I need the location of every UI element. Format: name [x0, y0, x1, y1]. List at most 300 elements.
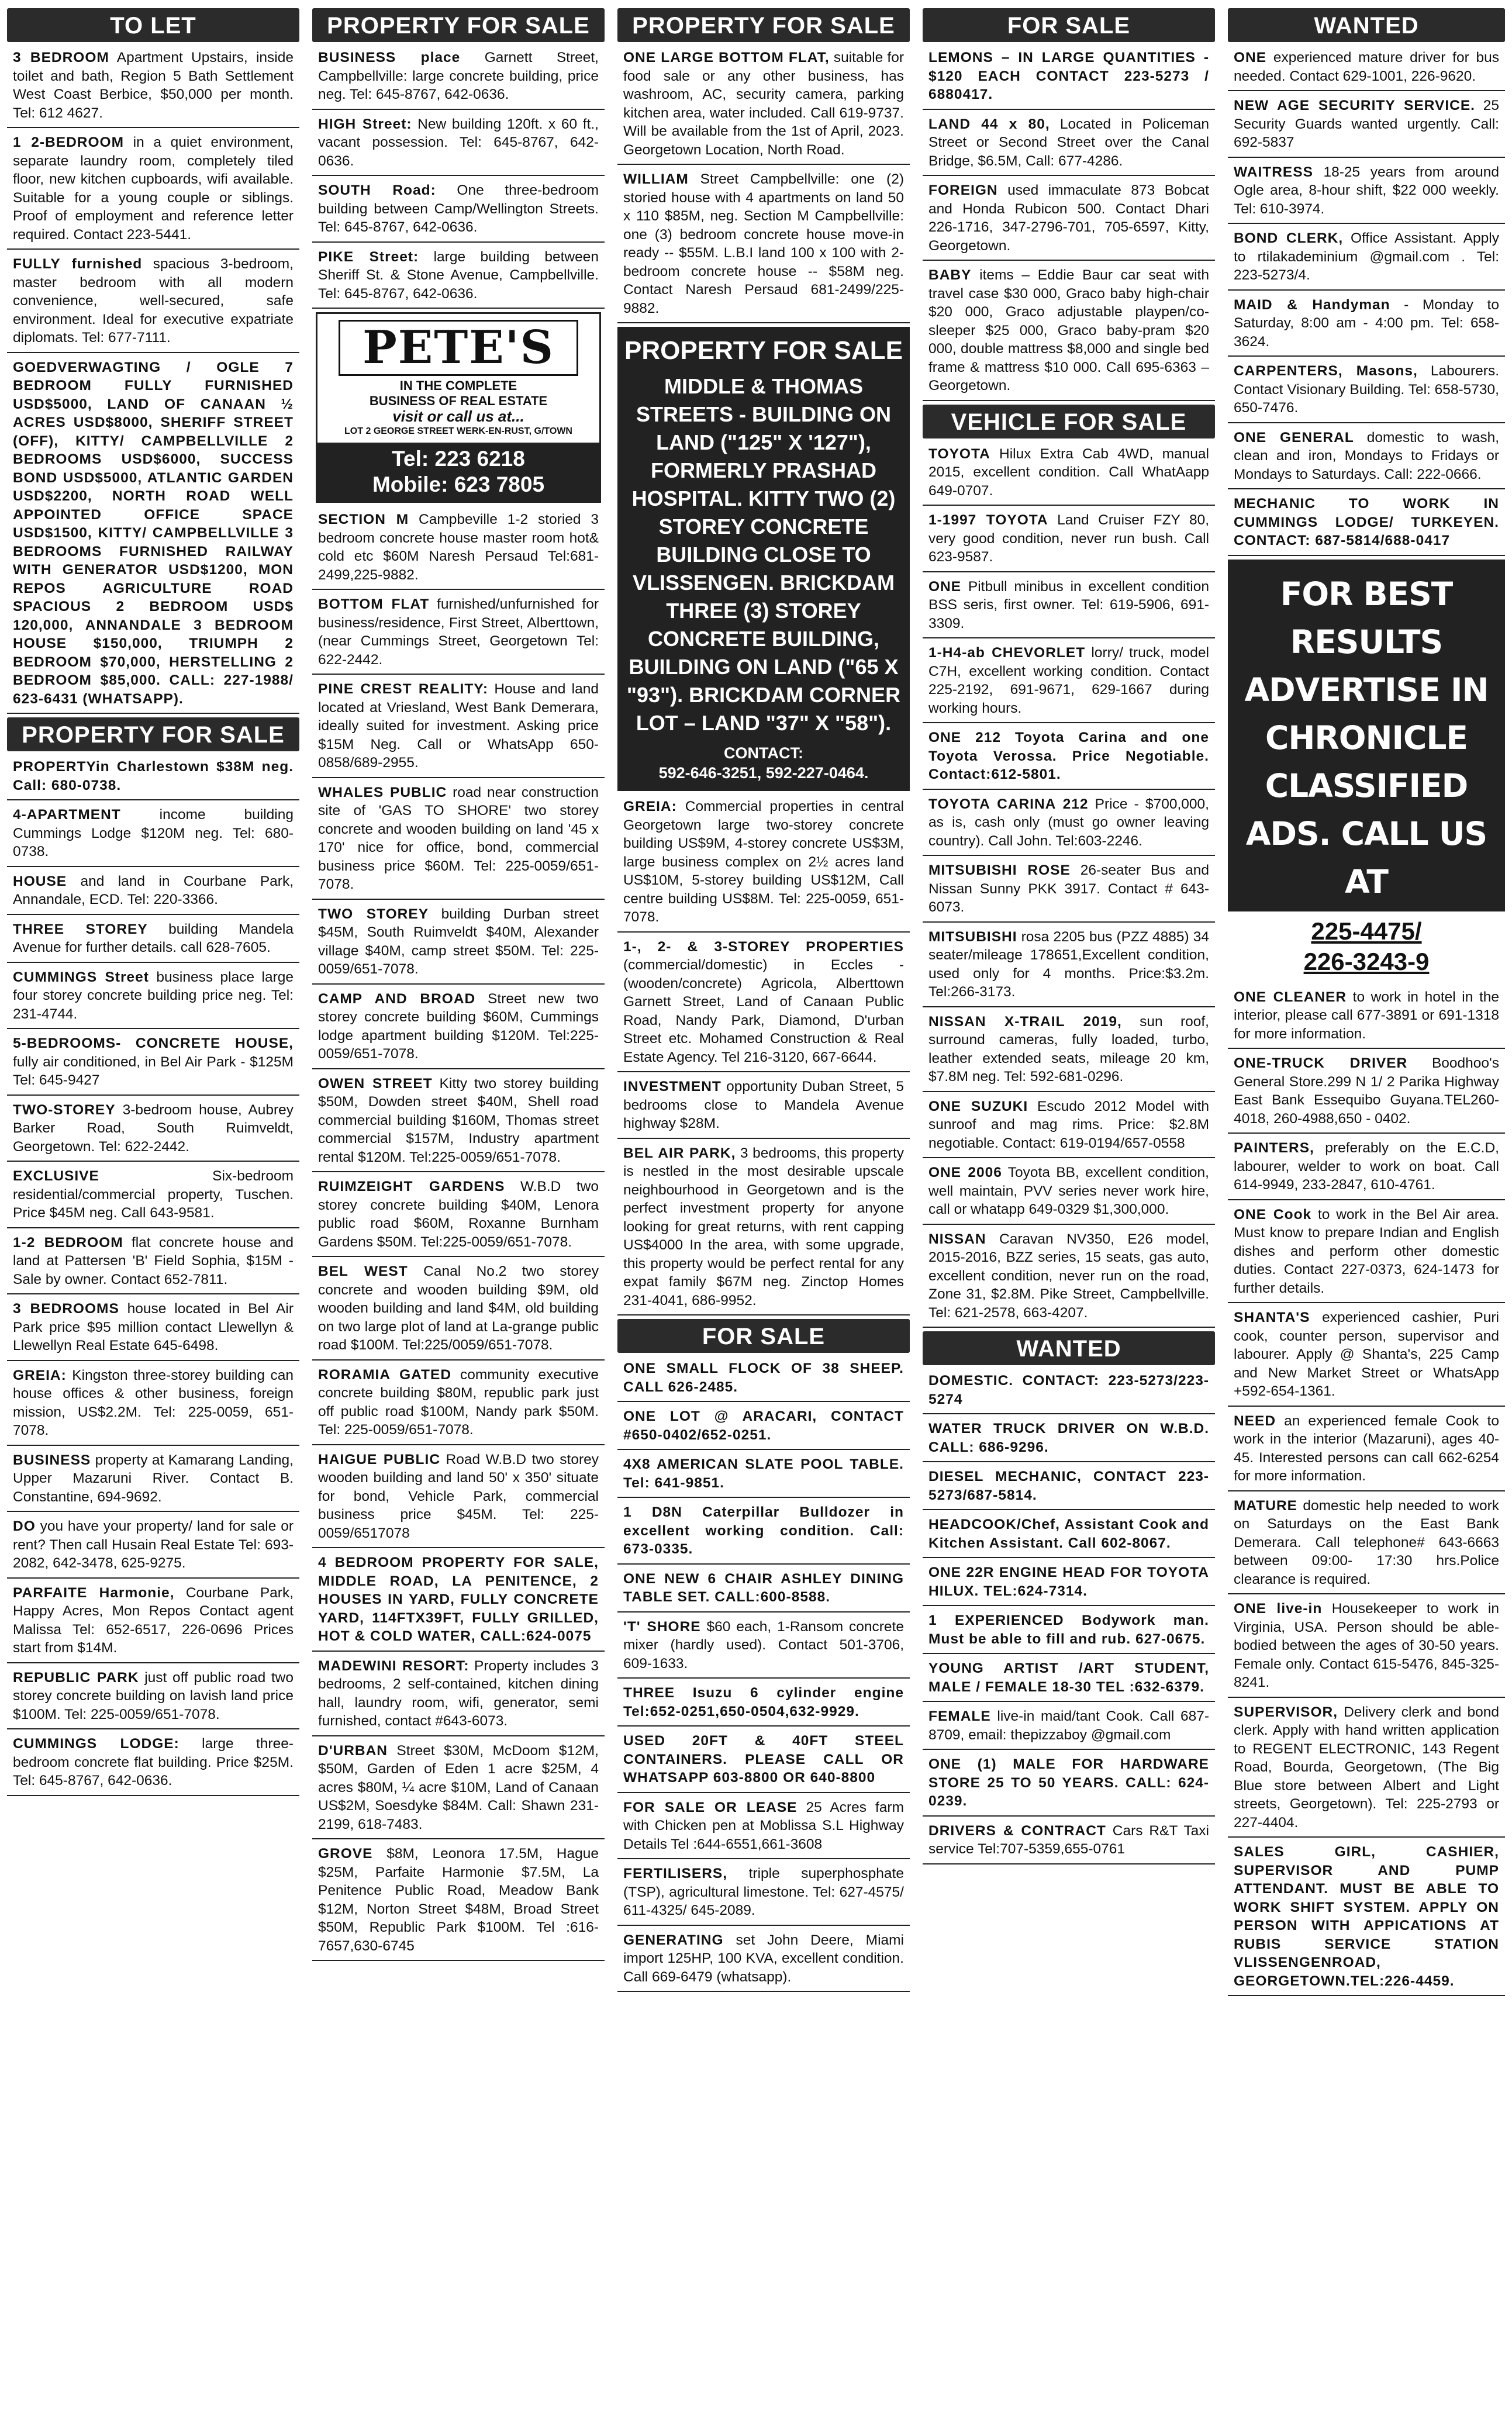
best-results-phones: [1228, 911, 1505, 982]
classified-ad: [923, 179, 1215, 261]
ad-lead: FOREIGN: [928, 182, 998, 198]
chronicle-classifieds-promo: [1228, 560, 1505, 982]
ad-lead: FOR SALE OR LEASE: [623, 1799, 798, 1815]
ad-body: Street Campbellville: one (2) storied house with 4 apartments on land 50 x 110 $85M, neg. Section M Campbellville: one (3) bedroom concrete house move-in ready -- $55M. L.B.I land 100 x 100 with 2- bedroom concrete house -- $58M neg. Contact Naresh Persaud 681-2499/225-9882.: [623, 171, 904, 316]
classified-ad: [617, 1453, 910, 1498]
ad-lead: DOMESTIC. CONTACT: 223-5273/223-5274: [928, 1373, 1209, 1407]
ad-lead: CUMMINGS LODGE:: [13, 1736, 179, 1752]
ad-list: [312, 47, 605, 309]
ad-body: Cars R&T Taxi service Tel:707-5359,655-0761: [928, 1822, 1209, 1857]
ad-body: Price - $700,000, as is, cash only (must go owner leaving country). Call John. Tel:603-2246.: [928, 796, 1209, 849]
ad-lead: WATER TRUCK DRIVER ON W.B.D. CALL: 686-9296.: [928, 1421, 1209, 1455]
classified-ad: [923, 1610, 1215, 1654]
ad-body: Road W.B.D two storey wooden building and land 50' x 350' situate for bond, Vehicle Park, commercial business price $45M. Tel: 225-0059/6517078: [318, 1451, 599, 1541]
ad-lead: HEADCOOK/Chef, Assistant Cook and Kitchen Assistant. Call 602-8067.: [928, 1517, 1209, 1551]
ad-lead: MATURE: [1234, 1497, 1297, 1514]
ad-lead: LAND 44 x 80,: [928, 116, 1050, 132]
ad-list: [617, 1358, 910, 1992]
classified-ad: [312, 1449, 605, 1549]
ad-body: building Mandela Avenue for further details. call 628-7605.: [13, 921, 294, 955]
ad-body: an experienced female Cook to work in the interior (Mazaruni), ages 40-45. Interested persons can call 662-6254 for more information.: [1234, 1413, 1499, 1484]
ad-lead: ONE (1) MALE FOR HARDWARE STORE 25 TO 50 YEARS. CALL: 624-0239.: [928, 1756, 1209, 1809]
best-results-text: FOR BEST RESULTS ADVERTISE IN CHRONICLE CLASSIFIED ADS. CALL US AT: [1244, 575, 1489, 900]
classified-ad: [1228, 294, 1505, 357]
ad-lead: HAIGUE PUBLIC: [318, 1451, 441, 1468]
ad-lead: CAMP AND BROAD: [318, 990, 476, 1007]
promo-contact: 592-646-3251, 592-227-0464.: [658, 764, 869, 782]
petes-phones: [317, 443, 599, 501]
ad-lead: PIKE Street:: [318, 248, 419, 265]
classified-ad: [312, 988, 605, 1069]
section-header-for-sale: FOR SALE: [617, 1319, 910, 1353]
classified-ad: [7, 1733, 299, 1796]
ad-lead: GENERATING: [623, 1932, 724, 1948]
ad-list: [923, 47, 1215, 401]
classified-ad: [1228, 1307, 1505, 1407]
classified-ad: [7, 966, 299, 1030]
classified-ad: [312, 1176, 605, 1257]
classified-ad: [1228, 161, 1505, 225]
section-header-to-let: TO LET: [7, 8, 299, 42]
ad-lead: TWO-STOREY: [13, 1102, 116, 1118]
ad-body: lorry/ truck, model C7H, excellent working condition. Contact 225-2192, 691-9671, 629-1667 during working hours.: [928, 645, 1209, 716]
ad-body: $8M, Leonora 17.5M, Hague $25M, Parfaite Harmonie $7.5M, La Penitence Public Road, Meadow Bank $12M, Norton Street $48M, Broad Street $50M, Republic Park $100M. Tel :616-7657,630-6745: [318, 1846, 599, 1954]
column-2: [312, 8, 605, 2409]
ad-body: spacious 3-bedroom, master bedroom with all modern convenience, well-secured, safe environment. Ideal for executive expatriate diplomats. Tel: 677-7111.: [13, 256, 294, 346]
ad-body: Delivery clerk and bond clerk. Apply with hand written application to REGENT ELECTRONIC, 143 Regent Road, Bourda, Georgetown, (The Big Blue store between Albert and Light streets, Georgetown). Tel: 225-2793 or 227-4404.: [1234, 1704, 1499, 1831]
ad-body: building Durban street $45M, South Ruimveldt $40M, Alexander village $40M, camp street $50M. Tel: 225-0059/651-7078.: [318, 906, 599, 977]
classified-ad: [617, 1358, 910, 1402]
classified-ad: [923, 1370, 1215, 1414]
petes-line: BUSINESS OF REAL ESTATE: [369, 393, 548, 408]
ad-lead: WHALES PUBLIC: [318, 784, 447, 800]
ad-body: Courbane Park, Happy Acres, Mon Repos Contact agent Malissa Tel: 652-6517, 226-0696 Prices start from $14M.: [13, 1584, 294, 1656]
ad-lead: 1-H4-ab CHEVORLET: [928, 645, 1086, 661]
classified-ad: [7, 1582, 299, 1663]
classified-ad: [617, 1568, 910, 1613]
ad-lead: D'URBAN: [318, 1742, 388, 1759]
ad-lead: 4-APARTMENT: [13, 807, 121, 823]
petes-line: visit or call us at...: [392, 408, 524, 425]
ad-lead: EXCLUSIVE: [13, 1168, 99, 1184]
ad-body: Property includes 3 bedrooms, 2 self-contained, kitchen dining hall, laundry room, wifi, generator, semi furnished, contact #643-6073.: [318, 1658, 599, 1729]
classified-ad: [1228, 986, 1505, 1049]
ad-body: One three-bedroom building between Camp/Wellington Streets. Tel: 645-8767, 642-0636.: [318, 182, 599, 235]
ad-lead: ONE LARGE BOTTOM FLAT,: [623, 50, 830, 65]
ad-body: Housekeeper to work in Virginia, USA. Person should be able-bodied between the ages of 30-50 years. Female only. Contact 615-5476, 845-325-8241.: [1234, 1601, 1499, 1690]
ad-body: Canal No.2 two storey concrete and wooden building $9M, old wooden building and land $4M, old building on two large plot of land at La-grange public road $100M. Tel:225/0059/651-7078.: [318, 1263, 599, 1353]
ad-lead: 3 BEDROOMS: [13, 1301, 119, 1317]
ad-lead: NEED: [1234, 1413, 1276, 1429]
property-for-sale-promo: [617, 327, 910, 791]
ad-body: you have your property/ land for sale or rent? Then call Husain Real Estate Tel: 693-2082, 642-3478, 625-9275.: [13, 1518, 294, 1571]
classified-ad: [7, 253, 299, 353]
ad-body: used immaculate 873 Bobcat and Honda Rubicon 500. Contact Dhari 226-1716, 347-2796-701, 705-6597, Kitty, Georgetown.: [928, 182, 1209, 254]
ad-lead: THREE STOREY: [13, 921, 148, 937]
classified-ad: [617, 1142, 910, 1316]
ad-lead: MAID & Handyman: [1234, 296, 1390, 313]
ad-lead: 5-BEDROOMS- CONCRETE HOUSE,: [13, 1035, 294, 1051]
classified-ad: [1228, 1052, 1505, 1134]
ad-body: 3-bedroom house, Aubrey Barker Road, South Ruimveldt, Georgetown. Tel: 622-2442.: [13, 1102, 294, 1155]
classified-ad: [312, 678, 605, 778]
ad-body: Office Assistant. Apply to rtilakademinium @gmail.com . Tel: 223-5273/4.: [1234, 230, 1499, 283]
classified-ad: [312, 1552, 605, 1652]
ad-lead: BOTTOM FLAT: [318, 596, 430, 612]
classified-ad: [1228, 493, 1505, 556]
ad-lead: BOND CLERK,: [1234, 230, 1344, 246]
ad-lead: RUIMZEIGHT GARDENS: [318, 1179, 505, 1194]
column-4: [923, 8, 1215, 2409]
classified-ad: [617, 1730, 910, 1793]
ad-lead: MITSUBISHI: [928, 928, 1017, 945]
ad-body: Kitty two storey building $50M, Dowden street $40M, Shell road commercial building $160M, Thomas street commercial $157M, Industry apartment rental $120M. Tel:225-0059/651-7078.: [318, 1075, 599, 1165]
ad-lead: INVESTMENT: [623, 1079, 722, 1094]
ad-body: 3 bedrooms, this property is nestled in the most desirable upscale neighbourhood in Georgetown and is the perfect investment property for anyone looking for great returns, with rent capping US$4000 In the area, with some upgrade, this property would be perfect rental for any expat family $67M neg. Zinctop Homes 231-4041, 686-9952.: [623, 1145, 904, 1308]
ad-lead: SUPERVISOR,: [1234, 1704, 1338, 1720]
ad-body: rosa 2205 bus (PZZ 4885) 34 seater/mileage 178651,Excellent condition, used only for 4 months. Price:$3.2m. Tel:266-3173.: [928, 928, 1209, 1000]
classified-ad: [7, 1515, 299, 1579]
ad-lead: ONE: [928, 578, 962, 595]
classified-ad: [1228, 1841, 1505, 1996]
section-header-wanted: WANTED: [1228, 8, 1505, 42]
column-5: [1228, 8, 1505, 2409]
ad-lead: OWEN STREET: [318, 1075, 433, 1092]
classified-ad: [617, 1797, 910, 1860]
ad-body: Apartment Upstairs, inside toilet and bath, Region 5 Bath Settlement West Coast Berbice, $50,000 per month. Tel: 612 4627.: [13, 50, 294, 121]
ad-body: and land in Courbane Park, Annandale, ECD. Tel: 220-3366.: [13, 873, 294, 907]
ad-body: house located in Bel Air Park price $95 million contact Llewellyn & Llewellyn Real Estate 645-6498.: [13, 1301, 294, 1353]
ad-lead: ONE Cook: [1234, 1206, 1312, 1223]
classified-ad: [923, 926, 1215, 1007]
ad-lead: 1 2-BEDROOM: [13, 134, 124, 150]
classified-ad: [312, 1261, 605, 1361]
classified-ad: [617, 168, 910, 323]
petes-address: LOT 2 GEORGE STREET WERK-EN-RUST, G/TOWN: [344, 426, 572, 436]
classified-ad: [312, 47, 605, 110]
ad-lead: PARFAITE Harmonie,: [13, 1584, 175, 1601]
ad-body: road near construction site of 'GAS TO SHORE' two storey concrete and wooden building on land '45 x 170' nice for office, bond, commercial business price $60M. Tel: 225-0059/651-7078.: [318, 784, 599, 892]
ad-body: Boodhoo's General Store.299 N 1/ 2 Parika Highway East Bank Essequibo Guyana.TEL260-4018, 260-4988,650 - 0402.: [1234, 1055, 1499, 1127]
ad-lead: 1-2 BEDROOM: [13, 1234, 123, 1251]
ad-body: Labourers. Contact Visionary Building. Tel: 658-5730, 650-7476.: [1234, 363, 1499, 416]
classified-ad: [1228, 360, 1505, 423]
classified-ad: [312, 1655, 605, 1736]
ad-lead: SECTION M: [318, 512, 409, 527]
classified-ad: [617, 1406, 910, 1450]
classified-ad: [7, 871, 299, 915]
ad-body: 25 Security Guards wanted urgently. Call: 692-5837: [1234, 98, 1499, 150]
ad-lead: LEMONS – IN LARGE QUANTITIES - $120 EACH CONTACT 223-5273 / 6880417.: [928, 50, 1209, 102]
ad-body: - Monday to Saturday, 8:00 am - 4:00 pm. Tel: 658-3624.: [1234, 296, 1499, 350]
ad-body: to work in the Bel Air area. Must know to prepare Indian and English dishes and perform other domestic duties. Contact 227-0373, 624-1473 for further details.: [1234, 1206, 1499, 1296]
ad-lead: SALES GIRL, CASHIER, SUPERVISOR AND PUMP ATTENDANT. MUST BE ABLE TO WORK SHIFT SYSTEM. APPLY ON PERSON WITH APPICATIONS AT RUBIS SERVICE STATION VLISSENGENROAD, GEORGETOWN.TEL:226-4459.: [1234, 1844, 1499, 1989]
ad-lead: PAINTERS,: [1234, 1140, 1314, 1156]
ad-body: (commercial/domestic) in Eccles - (wooden/concrete) Agricola, Alberttown Garnett Street, Land of Canaan Public Road, Nandy Park, Diamond, D'urban Street etc. Mohamed Construction & Real Estate Agency. Tel 216-3120, 667-6644.: [623, 957, 904, 1065]
section-header-wanted: WANTED: [923, 1331, 1215, 1365]
classified-ad: [923, 642, 1215, 723]
ad-body: furnished/unfurnished for business/residence, First Street, Alberttown, (near Cummings Street, Georgetown Tel: 622-2442.: [318, 596, 599, 668]
classified-ad: [7, 1667, 299, 1730]
ad-body: items – Eddie Baur car seat with travel case $30 000, Graco baby high-chair $20 000, Graco adjustable playpen/co-sleeper $25 000, Graco baby-pram $20 000, double mattress $8,000 and single bed frame & mattress $10 000. Call 695-6363 – Georgetown.: [928, 267, 1209, 393]
ad-body: Kingston three-storey building can house offices & other business, foreign mission, US$2.2M. Tel: 225-0059, 651-7078.: [13, 1367, 294, 1438]
classified-ad: [312, 509, 605, 590]
ad-body: opportunity Duban Street, 5 bedrooms close to Mandela Avenue highway $28M.: [623, 1079, 904, 1131]
ad-body: Located in Policeman Street or Second Street over the Canal Bridge, $6.5M, Call: 677-4286.: [928, 116, 1209, 169]
ad-lead: MITSUBISHI ROSE: [928, 862, 1071, 878]
ad-lead: 1-, 2- & 3-STOREY PROPERTIES: [623, 938, 904, 955]
ad-lead: GROVE: [318, 1846, 373, 1862]
ad-body: community executive concrete building $80M, republic park just off public road $100M, Nandy park $50M. Tel: 225-0059/651-7078.: [318, 1366, 599, 1438]
classified-ad: [617, 796, 910, 933]
ad-body: W.B.D two storey concrete building $40M, Lenora public road $60M, Roxanne Burnham Gardens $50M. Tel:225-0059/651-7078.: [318, 1179, 599, 1250]
classified-ad: [923, 727, 1215, 790]
classified-ad: [923, 443, 1215, 506]
ad-lead: ONE 22R ENGINE HEAD FOR TOYOTA HILUX. TEL:624-7314.: [928, 1565, 1209, 1599]
classified-ad: [1228, 427, 1505, 490]
ad-lead: 1-1997 TOYOTA: [928, 512, 1048, 528]
classified-ad: [923, 1228, 1215, 1328]
ad-body: experienced mature driver for bus needed. Contact 629-1001, 226-9620.: [1234, 50, 1499, 84]
ad-lead: BUSINESS place: [318, 50, 461, 65]
ad-body: preferably on the E.C.D, labourer, welder to work on boat. Call 614-9949, 233-2847, 610-4761.: [1234, 1140, 1499, 1193]
ad-lead: YOUNG ARTIST /ART STUDENT, MALE / FEMALE 18-30 TEL :632-6379.: [928, 1660, 1209, 1695]
classified-ad: [1228, 1204, 1505, 1304]
ad-body: 25 Acres farm with Chicken pen at Moblissa S.L Highway Details Tel :644-6551,661-3608: [623, 1799, 904, 1852]
classified-ad: [1228, 1137, 1505, 1200]
ad-lead: BABY: [928, 267, 972, 283]
classified-ad: [923, 509, 1215, 572]
ad-lead: ONE: [1234, 50, 1267, 65]
ad-body: large three-bedroom concrete flat building. Price $25M. Tel: 645-8767, 642-0636.: [13, 1736, 294, 1788]
ad-body: flat concrete house and land at Pattersen 'B' Field Sophia, $15M - Sale by owner. Contact 652-7811.: [13, 1234, 294, 1287]
classified-ad: [923, 859, 1215, 923]
ad-body: income building Cummings Lodge $120M neg. Tel: 680-0738.: [13, 807, 294, 859]
ad-body: set John Deere, Miami import 125HP, 100 KVA, excellent condition. Call 669-6479 (whatsapp).: [623, 1932, 904, 1985]
ad-body: Hilux Extra Cab 4WD, manual 2015, excellent condition. Call WhatAapp 649-0707.: [928, 446, 1209, 499]
ad-lead: SOUTH Road:: [318, 182, 436, 198]
petes-line: IN THE COMPLETE: [399, 378, 517, 393]
classified-ad: [923, 47, 1215, 110]
ad-body: Street new two storey concrete building $60M, Cummings lodge apartment building $120M. Tel:225-0059/651-7078.: [318, 990, 599, 1062]
ad-lead: PINE CREST REALITY:: [318, 681, 489, 697]
classified-ad: [312, 1364, 605, 1445]
classified-ad: [312, 179, 605, 243]
ad-lead: ONE SUZUKI: [928, 1098, 1028, 1114]
ad-lead: NISSAN X-TRAIL 2019,: [928, 1013, 1122, 1030]
classified-ad: [7, 1232, 299, 1295]
ad-lead: 1 D8N Caterpillar Bulldozer in excellent working condition. Call: 673-0335.: [623, 1504, 904, 1557]
ad-lead: DRIVERS & CONTRACT: [928, 1822, 1106, 1839]
classified-ad: [923, 1562, 1215, 1606]
ad-lead: DIESEL MECHANIC, CONTACT 223-5273/687-5814.: [928, 1469, 1209, 1503]
ad-lead: ONE CLEANER: [1234, 989, 1347, 1005]
ad-body: large building between Sheriff St. & Stone Avenue, Campbellville. Tel: 645-8767, 642-0636.: [318, 248, 599, 302]
classified-ad: [923, 1514, 1215, 1558]
ad-list: [1228, 986, 1505, 1997]
ad-lead: ONE NEW 6 CHAIR ASHLEY DINING TABLE SET. CALL:600-8588.: [623, 1570, 904, 1605]
classified-ad: [1228, 47, 1505, 91]
ad-lead: NEW AGE SECURITY SERVICE.: [1234, 98, 1475, 113]
classified-ad: [7, 1165, 299, 1228]
ad-lead: 1 EXPERIENCED Bodywork man. Must be able to fill and rub. 627-0675.: [928, 1613, 1209, 1647]
section-header-property-for-sale: PROPERTY FOR SALE: [7, 717, 299, 751]
ad-lead: ONE SMALL FLOCK OF 38 SHEEP. CALL 626-2485.: [623, 1361, 904, 1395]
ad-body: Land Cruiser FZY 80, very good condition, never run bush. Call 623-9587.: [928, 512, 1209, 565]
classified-page: [7, 8, 1505, 2409]
ad-list: [923, 443, 1215, 1328]
section-header-for-sale: FOR SALE: [923, 8, 1215, 42]
classified-ad: [1228, 227, 1505, 291]
classified-ad: [923, 1820, 1215, 1864]
promo-body: MIDDLE & THOMAS STREETS - BUILDING ON LAND ("125" X '127"), FORMERLY PRASHAD HOSPITAL. KITTY TWO (2) STOREY CONCRETE BUILDING CLOSE TO VLISSENGEN. BRICKDAM THREE (3) STOREY CONCRETE BUILDING, BUILDING ON LAND ("65 X "93"). BRICKDAM CORNER LOT – LAND "37" X "58").: [626, 374, 901, 735]
ad-body: live-in maid/tant Cook. Call 687-8709, email: thepizzaboy @gmail.com: [928, 1708, 1209, 1743]
section-header-property-for-sale: PROPERTY FOR SALE: [617, 8, 910, 42]
classified-ad: [617, 1501, 910, 1565]
ad-lead: MECHANIC TO WORK IN CUMMINGS LODGE/ TURKEYEN. CONTACT: 687-5814/688-0417: [1234, 496, 1499, 548]
classified-ad: [617, 1682, 910, 1727]
classified-ad: [617, 47, 910, 165]
classified-ad: [923, 1162, 1215, 1225]
petes-real-estate-ad: [316, 312, 601, 503]
column-3: [617, 8, 910, 2409]
classified-ad: [923, 1418, 1215, 1462]
ad-body: 18-25 years from around Ogle area, 8-hour shift, $22 000 weekly. Tel: 610-3974.: [1234, 164, 1499, 217]
ad-body: fully air conditioned, in Bel Air Park - $125M Tel: 645-9427: [13, 1054, 294, 1088]
ad-body: to work in hotel in the interior, please call 677-3891 or 691-1318 for more information.: [1234, 989, 1499, 1042]
ad-body: Caravan NV350, E26 model, 2015-2016, BZZ series, 15 seats, gas auto, excellent condition, never run on the road, Zone 31, $2.8M. Pike Street, Campbellville. Tel: 621-2578, 663-4207.: [928, 1231, 1209, 1321]
petes-tel: Tel: 223 6218: [392, 447, 525, 471]
ad-body: suitable for food sale or any other business, has washroom, AC, security camera, parking kitchen area, water included. Call 619-9737. Will be available from the 1st of April, 2023. Georgetown Location, North Road.: [623, 50, 904, 158]
ad-lead: FULLY furnished: [13, 256, 143, 272]
classified-ad: [617, 1076, 910, 1139]
ad-lead: ONE 212 Toyota Carina and one Toyota Verossa. Price Negotiable. Contact:612-5801.: [928, 730, 1209, 782]
ad-body: in a quiet environment, separate laundry room, completely tiled floor, new kitchen cupboards, wifi available. Suitable for a young couple or siblings. Proof of employment and reference letter required. Contact 223-5441.: [13, 134, 294, 243]
ad-lead: THREE Isuzu 6 cylinder engine Tel:652-0251,650-0504,632-9929.: [623, 1685, 904, 1719]
classified-ad: [7, 1033, 299, 1096]
classified-ad: [7, 1298, 299, 1361]
classified-ad: [923, 1705, 1215, 1750]
classified-ad: [312, 593, 605, 675]
ad-lead: CARPENTERS, Masons,: [1234, 363, 1418, 379]
ad-body: property at Kamarang Landing, Upper Mazaruni River. Contact B. Constantine, 694-9692.: [13, 1452, 294, 1505]
ad-list: [1228, 47, 1505, 556]
ad-body: Toyota BB, excellent condition, well maintain, PVV series never work hire, call or whatapp 649-0329 $1,300,000.: [928, 1165, 1209, 1217]
ad-body: Campbeville 1-2 storied 3 bedroom concrete house master room hot& cold etc $60M Naresh Persaud Tel:681-2499,225-9882.: [318, 512, 599, 583]
ad-lead: PROPERTYin Charlestown $38M neg. Call: 680-0738.: [13, 759, 294, 793]
ad-body: Commercial properties in central Georgetown large two-storey concrete building US$9M, 4-storey concrete US$3M, large business complex on 2½ acres land US$10M, 5-storey building US$12M, Call centre building US$8M. Tel: 225-0059, 651-7078.: [623, 799, 904, 925]
column-1: [7, 8, 299, 2409]
promo-title: PROPERTY FOR SALE: [624, 336, 903, 365]
ad-lead: ONE-TRUCK DRIVER: [1234, 1055, 1408, 1071]
classified-ad: [923, 1011, 1215, 1092]
classified-ad: [923, 1753, 1215, 1817]
classified-ad: [923, 1658, 1215, 1702]
ad-lead: TWO STOREY: [318, 906, 429, 922]
classified-ad: [923, 113, 1215, 177]
classified-ad: [617, 1929, 910, 1993]
classified-ad: [312, 246, 605, 309]
classified-ad: [312, 903, 605, 985]
classified-ad: [923, 264, 1215, 401]
phone-2: 226-3243-9: [1303, 947, 1430, 975]
ad-body: business place large four storey concrete building price neg. Tel: 231-4744.: [13, 969, 294, 1022]
ad-body: domestic help needed to work on Saturdays on the East Bank Demerara. Call telephone# 643-6663 between 09:00- 17:30 hrs.Police clearance is required.: [1234, 1497, 1499, 1587]
ad-list: [7, 756, 299, 1796]
ad-lead: NISSAN: [928, 1231, 986, 1247]
ad-lead: USED 20FT & 40FT STEEL CONTAINERS. PLEASE CALL OR WHATSAPP 603-8800 OR 640-8800: [623, 1733, 904, 1786]
section-header-property-for-sale: PROPERTY FOR SALE: [312, 8, 605, 42]
ad-list: [312, 509, 605, 1961]
ad-body: Escudo 2012 Model with sunroof and mag rims. Price: $2.8M negotiable. Contact: 619-0194/657-0558: [928, 1098, 1209, 1151]
ad-lead: WILLIAM: [623, 171, 689, 187]
ad-lead: ONE GENERAL: [1234, 429, 1354, 446]
classified-ad: [923, 1466, 1215, 1510]
classified-ad: [312, 782, 605, 900]
ad-body: sun roof, surround cameras, fully loaded, turbo, leather extended seats, mileage 20 km, $7.8M neg. Tel: 592-681-0296.: [928, 1013, 1209, 1085]
ad-list: [617, 796, 910, 1315]
ad-lead: 4X8 AMERICAN SLATE POOL TABLE. Tel: 641-9851.: [623, 1456, 904, 1491]
ad-lead: DO: [13, 1518, 36, 1534]
classified-ad: [7, 357, 299, 714]
petes-mobile: Mobile: 623 7805: [372, 472, 545, 496]
classified-ad: [312, 1740, 605, 1840]
ad-lead: BEL WEST: [318, 1263, 408, 1279]
classified-ad: [312, 113, 605, 177]
classified-ad: [7, 47, 299, 128]
classified-ad: [1228, 95, 1505, 158]
phone-1: 225-4475/: [1311, 917, 1422, 945]
ad-lead: WAITRESS: [1234, 164, 1313, 180]
ad-lead: TOYOTA CARINA 212: [928, 796, 1089, 812]
ad-list: [617, 47, 910, 323]
ad-body: New building 120ft. x 60 ft., vacant possession. Tel: 645-8767, 642-0636.: [318, 116, 599, 169]
ad-body: Street $30M, McDoom $12M, $50M, Garden of Eden 1 acre $25M, 4 acres $80M, ¼ acre $10M, Land of Canaan US$2M, Soesdyke $84M. Call: Shawn 231-2199, 618-7483.: [318, 1742, 599, 1832]
classified-ad: [1228, 1410, 1505, 1491]
ad-body: House and land located at Vriesland, West Bank Demerara, ideally suited for investment. Asking price $15M Neg. Call or WhatsApp 650-0858/689-2955.: [318, 681, 599, 771]
ad-lead: GREIA:: [623, 799, 677, 814]
ad-list: [7, 47, 299, 714]
ad-body: domestic to wash, clean and iron, Mondays to Fridays or Mondays to Saturdays. Call: 222-0666.: [1234, 429, 1500, 482]
ad-body: Six-bedroom residential/commercial property, Tuschen. Price $45M neg. Call 643-9581.: [13, 1168, 294, 1221]
section-header-vehicle-for-sale: VEHICLE FOR SALE: [923, 405, 1215, 438]
classified-ad: [1228, 1598, 1505, 1698]
ad-lead: REPUBLIC PARK: [13, 1669, 139, 1686]
ad-lead: ONE 2006: [928, 1165, 1002, 1180]
ad-body: triple superphosphate (TSP), agricultural limestone. Tel: 627-4575/ 611-4325/ 645-2089.: [623, 1866, 904, 1918]
ad-lead: 3 BEDROOM: [13, 50, 109, 65]
ad-lead: 'T' SHORE: [623, 1618, 701, 1635]
ad-body: 26-seater Bus and Nissan Sunny PKK 3917. Contact # 643-6073.: [928, 862, 1209, 915]
classified-ad: [7, 756, 299, 800]
classified-ad: [7, 1365, 299, 1446]
classified-ad: [1228, 1701, 1505, 1838]
ad-lead: 4 BEDROOM PROPERTY FOR SALE, MIDDLE ROAD, LA PENITENCE, 2 HOUSES IN YARD, FULLY CONCRETE YARD, 114FTX39FT, FULLY GRILLED, HOT & COLD WATER, CALL:624-0075: [318, 1555, 599, 1644]
promo-contact-label: CONTACT:: [724, 744, 803, 762]
ad-list: [923, 1370, 1215, 1864]
ad-body: $60 each, 1-Ransom concrete mixer (hardly used). Contact 501-3706, 609-1633.: [623, 1618, 904, 1672]
classified-ad: [923, 576, 1215, 639]
classified-ad: [617, 1863, 910, 1926]
ad-lead: RORAMIA GATED: [318, 1366, 452, 1383]
classified-ad: [7, 919, 299, 963]
ad-lead: BEL AIR PARK,: [623, 1145, 736, 1161]
classified-ad: [617, 1616, 910, 1679]
classified-ad: [7, 1099, 299, 1162]
ad-lead: HIGH Street:: [318, 116, 412, 132]
ad-lead: CUMMINGS Street: [13, 969, 149, 985]
ad-lead: FERTILISERS,: [623, 1866, 728, 1881]
